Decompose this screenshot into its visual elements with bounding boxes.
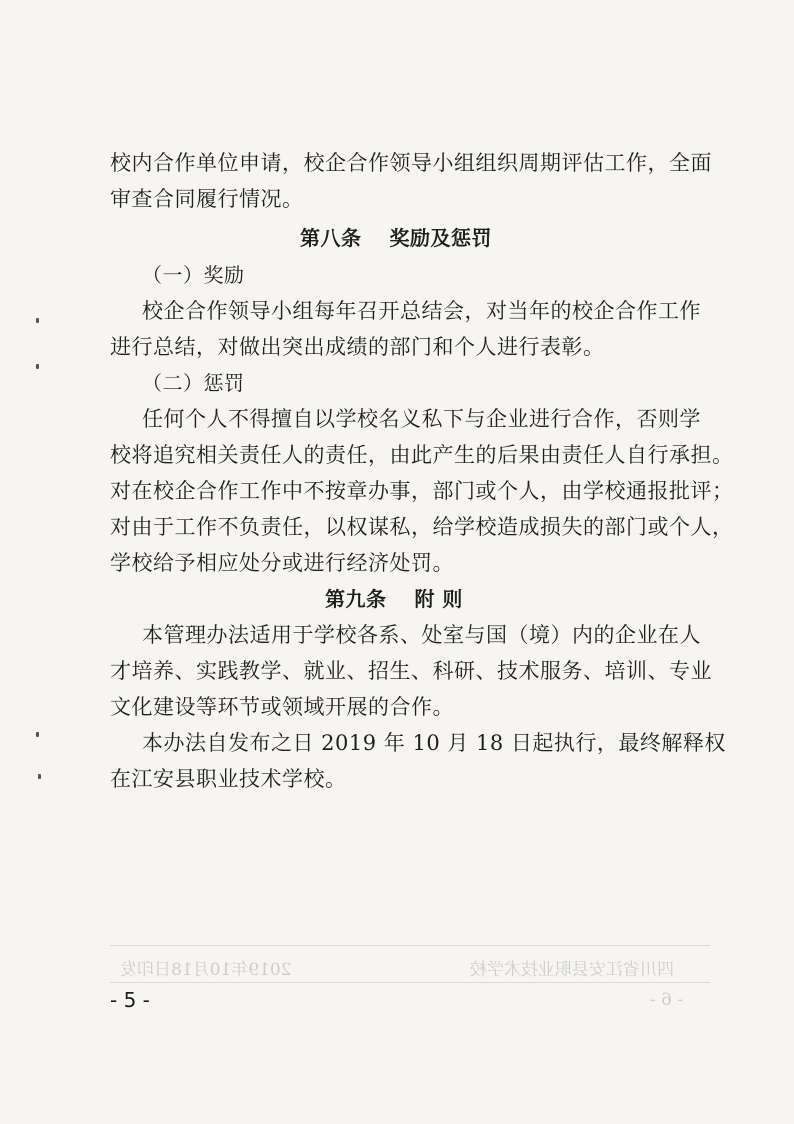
bleed-through-office: 四川省江安县职业技术学校 — [470, 960, 674, 980]
paragraph-line: 才培养、实践教学、就业、招生、科研、技术服务、培训、专业 — [110, 659, 712, 683]
paragraph-line: 学校给予相应处分或进行经济处罚。 — [110, 551, 454, 575]
paragraph-line: 校内合作单位申请，校企合作领导小组组织周期评估工作，全面 — [110, 151, 712, 175]
paragraph-line: 进行总结，对做出突出成绩的部门和个人进行表彰。 — [110, 335, 605, 359]
scan-speck — [38, 774, 41, 779]
scan-speck — [36, 364, 39, 369]
page-number: - 5 - — [110, 988, 150, 1012]
bleed-through-page: - 6 - — [650, 990, 684, 1010]
bleed-through-rule — [110, 945, 710, 946]
paragraph-line: 本管理办法适用于学校各系、处室与国（境）内的企业在人 — [142, 623, 701, 647]
scan-speck — [36, 318, 39, 323]
paragraph-line: 在江安县职业技术学校。 — [110, 767, 347, 791]
paragraph-line: 对由于工作不负责任，以权谋私，给学校造成损失的部门或个人， — [110, 515, 734, 539]
paragraph-line: 校企合作领导小组每年召开总结会，对当年的校企合作工作 — [142, 299, 701, 323]
paragraph-line: 校将追究相关责任人的责任，由此产生的后果由责任人自行承担。 — [110, 443, 734, 467]
paragraph-line: 文化建设等环节或领域开展的合作。 — [110, 695, 454, 719]
paragraph-line: 审查合同履行情况。 — [110, 187, 304, 211]
article-8-heading: 第八条 奖励及惩罚 — [300, 226, 492, 250]
penalty-subheading: （二）惩罚 — [142, 371, 245, 395]
paragraph-line: 对在校企合作工作中不按章办事，部门或个人，由学校通报批评； — [110, 479, 734, 503]
paragraph-line: 任何个人不得擅自以学校名义私下与企业进行合作，否则学 — [142, 407, 701, 431]
article-9-heading: 第九条 附 则 — [325, 587, 463, 611]
paragraph-line: 本办法自发布之日 2019 年 10 月 18 日起执行，最终解释权 — [142, 731, 726, 755]
bleed-through-date: 2019年10月18日印发 — [120, 960, 292, 980]
reward-subheading: （一）奖励 — [142, 263, 245, 287]
scan-speck — [36, 732, 39, 737]
bleed-through-rule — [110, 982, 710, 983]
